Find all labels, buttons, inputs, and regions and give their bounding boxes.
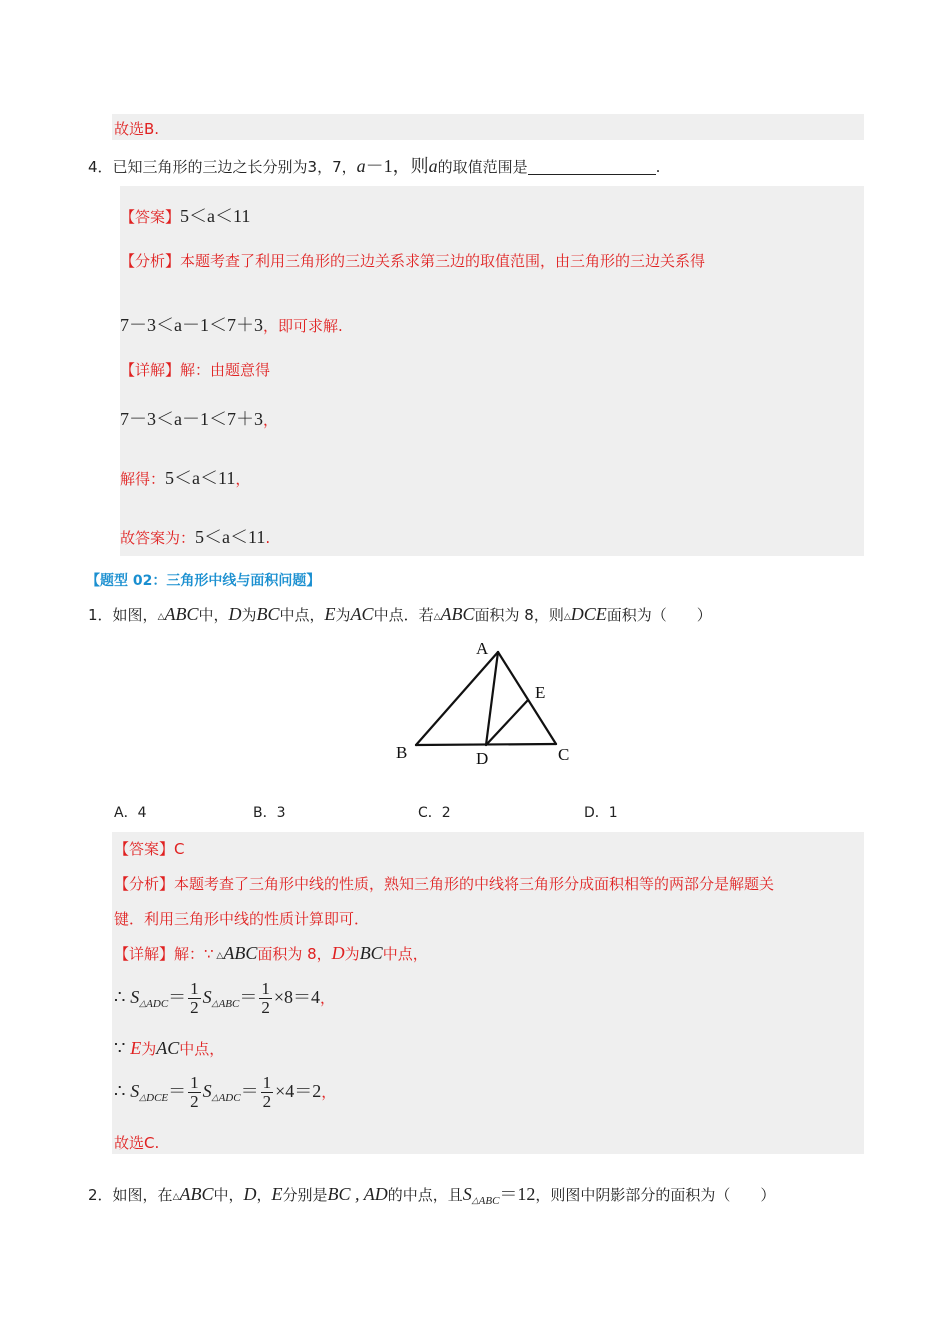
q1-eq3-sub2	[212, 1092, 241, 1104]
q4-analysis-eq	[120, 311, 343, 337]
q1-answer	[114, 838, 185, 859]
q4-analysis-tail: ，即可求解.	[263, 317, 343, 335]
q4-analysis-text: 本题考查了利用三角形的三边关系求第三边的取值范围，由三角形的三边关系得	[180, 252, 706, 270]
q2-d: D	[243, 1184, 257, 1204]
frac-num: 1	[190, 979, 199, 998]
q1-eq1-s2: S	[202, 987, 212, 1007]
q1-eq3-frac	[188, 1074, 201, 1111]
q1-detail-tri: ABC	[223, 943, 258, 963]
q2-comma: ，	[256, 1186, 272, 1204]
q2-s-val: ＝12	[499, 1184, 536, 1204]
q4-detail	[120, 359, 270, 380]
q4-var: a	[428, 156, 438, 176]
segment-de	[486, 700, 528, 745]
q1-eq3-calc: ×4＝2	[275, 1081, 322, 1101]
q4-analysis-label: 【分析】	[120, 252, 181, 270]
q4-detail-label: 【详解】	[120, 361, 181, 379]
q1-eq2-tail: 中点，	[179, 1040, 225, 1058]
median-ad	[486, 652, 498, 745]
q1-eq1-frac	[188, 980, 201, 1017]
side-ab	[416, 652, 498, 745]
triangle-icon: △	[213, 951, 224, 961]
q4-step1-tail: ，	[263, 411, 279, 429]
q1-eq1-s1: S	[130, 987, 140, 1007]
q2-s-sub-text: ABC	[478, 1195, 500, 1207]
q1-ac: AC	[350, 604, 374, 624]
option-b[interactable]: B．3	[253, 805, 286, 821]
q4-step2-tail: ，	[235, 470, 251, 488]
q1-conclusion: 故选C.	[114, 1134, 160, 1152]
triangle-icon: △	[172, 1192, 180, 1202]
q2-stem-d: 的中点，且	[387, 1186, 463, 1204]
q4-step2-label: 解得：	[120, 470, 166, 488]
q4-detail-text: 解：由题意得	[180, 361, 271, 379]
q1-eq3-sub1-text: DCE	[146, 1092, 169, 1104]
q1-tri1: ABC	[164, 604, 199, 624]
q1-eq3-s1: S	[130, 1081, 140, 1101]
q1-eq2-text: 为	[141, 1040, 157, 1058]
q1-stem-c: 为	[241, 606, 257, 624]
frac-num: 1	[262, 1073, 272, 1092]
frac-den: 2	[190, 998, 199, 1017]
q2-s-sub	[472, 1195, 500, 1207]
q1-eq2-e: E	[130, 1038, 142, 1058]
q2-stem-b: 中，	[213, 1186, 244, 1204]
q2-stem-a: 如图，在	[112, 1186, 173, 1204]
q4-step3-tail: .	[265, 529, 271, 547]
triangle-icon: △	[211, 998, 219, 1008]
option-a[interactable]: A．4	[114, 805, 147, 821]
section-title: 【题型 02：三角形中线与面积问题】	[86, 573, 321, 589]
side-ac	[498, 652, 556, 744]
q4-answer-label: 【答案】	[120, 208, 181, 226]
q4-step2	[120, 464, 250, 490]
q4-step1	[120, 405, 278, 431]
q1-tri3: DCE	[570, 604, 607, 624]
q1-d: D	[228, 604, 242, 624]
q1-stem-a: 如图，	[112, 606, 158, 624]
prev-solution-box	[112, 114, 864, 140]
q4-expr-minus: －1，则	[365, 156, 429, 176]
triangle-icon: △	[211, 1092, 219, 1102]
q1-eq3	[114, 1074, 336, 1111]
q1-analysis-text1: 本题考查了三角形中线的性质，熟知三角形的中线将三角形分成面积相等的两部分是解题关	[174, 875, 775, 893]
q2-number: 2．	[88, 1186, 113, 1204]
q1-analysis-2: 键．利用三角形中线的性质计算即可．	[114, 910, 370, 928]
q1-eq1-sub1	[139, 998, 168, 1010]
q2-stem	[88, 1180, 775, 1207]
q1-detail-e: 中点，	[382, 945, 428, 963]
q1-answer-label: 【答案】	[114, 840, 175, 858]
q1-tri2: ABC	[440, 604, 475, 624]
q1-stem	[88, 604, 712, 625]
q1-stem-f: 中点．若	[373, 606, 434, 624]
q2-stem-c: 分别是	[282, 1186, 328, 1204]
q4-step1-math: 7－3＜a－1＜7＋3	[120, 409, 263, 429]
q1-eq1-sub1-text: ADC	[146, 998, 169, 1010]
frac-den: 2	[190, 1092, 199, 1111]
triangle-icon: △	[157, 612, 165, 622]
q4-expr-var: a	[356, 156, 366, 176]
triangle-icon: △	[139, 1092, 147, 1102]
q1-eq1-frac2	[259, 980, 272, 1017]
q4-number: 4．	[88, 158, 113, 176]
q1-eq1	[114, 980, 335, 1017]
q1-answer-value: C	[174, 840, 185, 858]
q4-stem-b: 的取值范围是	[437, 158, 528, 176]
q2-s: S	[462, 1184, 472, 1204]
label-e: E	[535, 683, 546, 702]
q4-step3	[120, 523, 270, 549]
q1-analysis-label: 【分析】	[114, 875, 175, 893]
q1-detail-c: 为	[344, 945, 360, 963]
q4-answer-value: 5＜a＜11	[180, 206, 251, 226]
frac-den: 2	[262, 1092, 272, 1111]
q4-analysis-eq-math: 7－3＜a－1＜7＋3	[120, 315, 263, 335]
because-symbol: ∵	[114, 1038, 126, 1058]
q1-detail-d: D	[331, 943, 345, 963]
triangle-icon: △	[433, 612, 441, 622]
label-a: A	[476, 639, 489, 658]
q2-segs: BC , AD	[327, 1184, 388, 1204]
q1-eq3-eq2: ＝	[240, 1081, 259, 1101]
q2-e: E	[271, 1184, 283, 1204]
q4-step2-math: 5＜a＜11	[165, 468, 236, 488]
q1-eq1-sub2-text: ABC	[218, 998, 240, 1010]
q1-detail	[114, 943, 428, 964]
q1-eq2-ac: AC	[156, 1038, 180, 1058]
q1-eq1-sub2	[212, 998, 240, 1010]
q1-eq1-calc: ×8＝4	[273, 987, 321, 1007]
q1-detail-label: 【详解】	[114, 945, 175, 963]
q4-step3-math: 5＜a＜11	[195, 527, 266, 547]
q1-stem-d: 中点，	[279, 606, 325, 624]
q1-bc: BC	[256, 604, 280, 624]
q1-eq1-eq: ＝	[168, 987, 187, 1007]
frac-num: 1	[190, 1073, 199, 1092]
label-d: D	[476, 749, 489, 768]
q1-stem-b: 中，	[198, 606, 229, 624]
option-c[interactable]: C．2	[418, 805, 451, 821]
q1-analysis-1	[114, 873, 774, 894]
q1-eq3-frac2	[261, 1074, 274, 1111]
triangle-icon: △	[471, 1195, 479, 1205]
q4-step3-label: 故答案为：	[120, 529, 196, 547]
q1-eq3-sub2-text: ADC	[218, 1092, 241, 1104]
option-d[interactable]: D．1	[584, 805, 618, 821]
triangle-icon: △	[563, 612, 571, 622]
q1-e: E	[324, 604, 336, 624]
q4-stem	[88, 152, 660, 178]
q1-eq1-tail: ，	[320, 989, 336, 1007]
q4-stem-a: 已知三角形的三边之长分别为3，7，	[112, 158, 357, 176]
label-c: C	[558, 745, 570, 764]
triangle-icon: △	[139, 998, 147, 1008]
q1-eq3-sub1	[139, 1092, 168, 1104]
q1-detail-a: 解：∵	[174, 945, 214, 963]
prev-conclusion: 故选B.	[114, 120, 160, 138]
q2-stem-e: ，则图中阴影部分的面积为（ ）	[535, 1186, 776, 1204]
q1-eq3-s2: S	[202, 1081, 212, 1101]
frac-den: 2	[261, 998, 270, 1017]
q1-eq3-tail: ，	[321, 1083, 337, 1101]
frac-num: 1	[261, 979, 270, 998]
q4-analysis	[120, 250, 705, 271]
q4-answer-blank[interactable]	[528, 158, 656, 175]
q4-period: .	[655, 158, 661, 176]
q1-eq3-eq: ＝	[168, 1081, 187, 1101]
triangle-figure	[390, 636, 580, 770]
q1-eq1-eq2: ＝	[239, 987, 258, 1007]
q1-stem-e: 为	[335, 606, 351, 624]
q1-detail-b: 面积为 8，	[257, 945, 332, 963]
q2-tri: ABC	[179, 1184, 214, 1204]
q1-stem-h: 面积为（ ）	[606, 606, 712, 624]
q1-detail-bc: BC	[359, 943, 383, 963]
q4-answer	[120, 202, 250, 228]
q1-stem-g: 面积为 8，则	[474, 606, 564, 624]
q1-number: 1．	[88, 606, 113, 624]
therefore-symbol: ∴	[114, 1081, 126, 1101]
label-b: B	[396, 743, 408, 762]
q1-eq2	[114, 1038, 224, 1059]
therefore-symbol: ∴	[114, 987, 126, 1007]
